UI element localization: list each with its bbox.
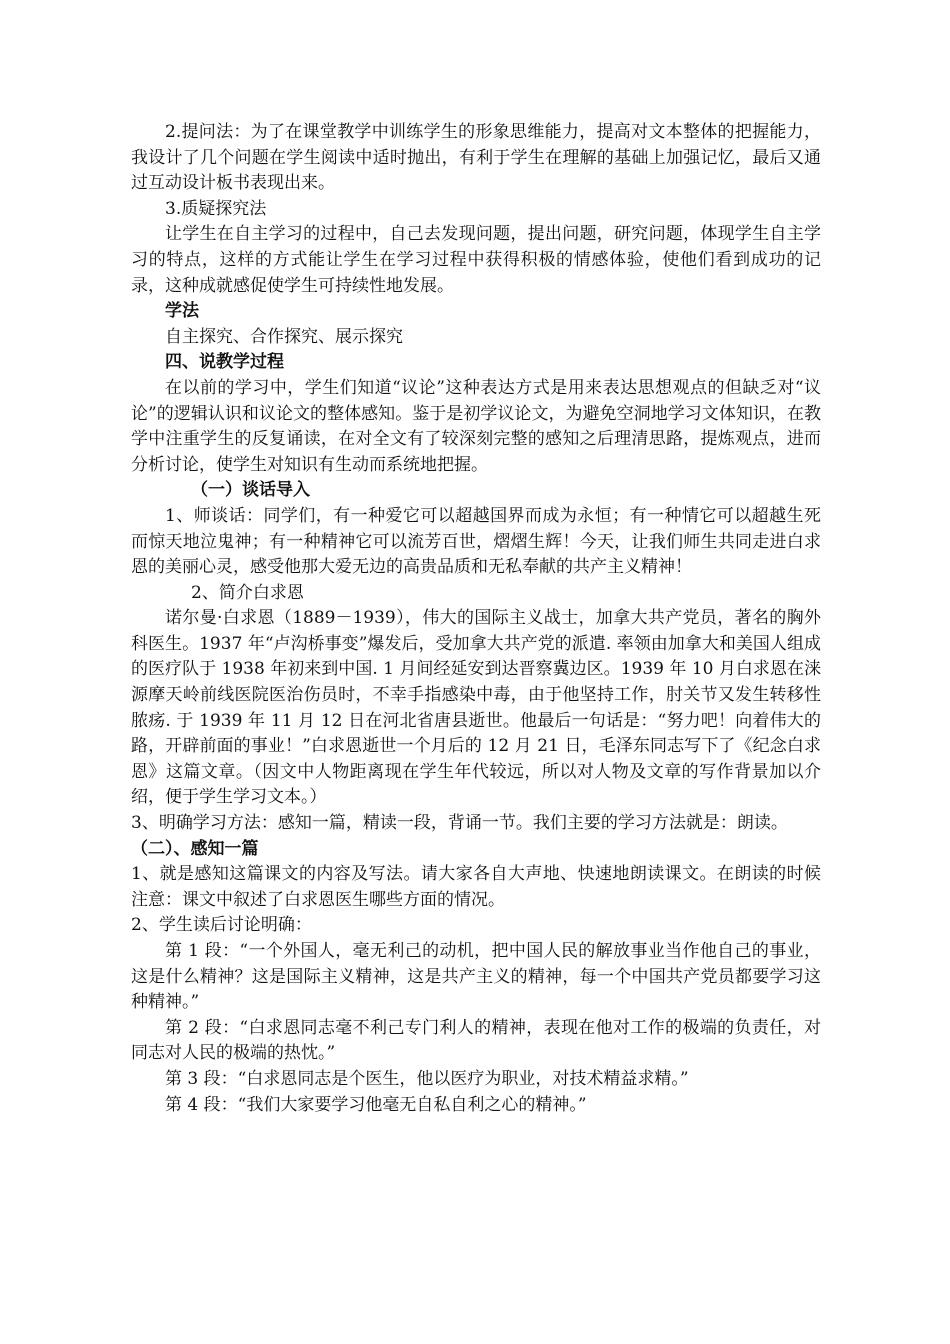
paragraph: 2、学生读后讨论明确： [131,915,312,936]
paragraph: 1、就是感知这篇课文的内容及写法。请大家各自大声地、快速地朗读课文。在朗读的时候注意：课文中叙述了白求恩医生哪些方面的情况。 [131,864,821,910]
paragraph: 3.质疑探究法 [165,198,267,219]
paragraph: 在以前的学习中，学生们知道“议论”这种表达方式是用来表达思想观点的但缺乏对“议论”的逻辑认识和议论文的整体感知。鉴于是初学议论文，为避免空洞地学习文体知识，在教学中注重学生的反复诵读，在对全文有了较深刻完整的感知之后理清思路，提炼观点，进而分析讨论，使学生对知识有生动而系统地把握。 [131,377,821,475]
paragraph: 诺尔曼·白求恩（1889－1939），伟大的国际主义战士，加拿大共产党员，著名的胸外科医生。1937 年“卢沟桥事变”爆发后，受加拿大共产党的派遣. 率领由加拿大和美国人组成的医疗队于 1938 年初来到中国. 1 月间经延安到达晋察冀边区。1939 年 10 月白求恩在涞源摩天岭前线医院医治伤员时，不幸手指感染中毒，由于他坚持工作，肘关节又发生转移性脓疡. 于 1939 年 11 月 12 日在河北省唐县逝世。他最后一句话是：“努力吧！向着伟大的路，开辟前面的事业！”白求恩逝世一个月后的 12 月 21 日，毛泽东同志写下了《纪念白求恩》这篇文章。（因文中人物距离现在学生年代较远，所以对人物及文章的写作背景加以介绍，便于学生学习文本。） [131,608,821,808]
paragraph: 2.提问法：为了在课堂教学中训练学生的形象思维能力，提高对文本整体的把握能力，我设计了几个问题在学生阅读中适时抛出，有利于学生在理解的基础上加强记忆，最后又通过互动设计板书表现出来。 [131,122,821,194]
paragraph: 让学生在自主学习的过程中，自己去发现问题，提出问题，研究问题，体现学生自主学习的特点，这样的方式能让学生在学习过程中获得积极的情感体验，使他们看到成功的记录，这种成就感促使学生可持续性地发展。 [131,224,821,296]
subheading: 2、简介白求恩 [191,582,304,603]
quote-paragraph: 第 2 段：“白求恩同志毫不利己专门利人的精神，表现在他对工作的极端的负责任，对同志对人民的极端的热忱。” [131,1017,821,1064]
subheading: （二）、感知一篇 [131,838,259,859]
paragraph: 1、师谈话：同学们，有一种爱它可以超越国界而成为永恒；有一种情它可以超越生死而惊天地泣鬼神；有一种精神它可以流芳百世，熠熠生辉！今天，让我们师生共同走进白求恩的美丽心灵，感受他那大爱无边的高贵品质和无私奉献的共产主义精神！ [131,505,821,578]
quote-paragraph: 第 3 段：“白求恩同志是个医生，他以医疗为职业，对技术精益求精。” [165,1068,689,1089]
paragraph: 3、明确学习方法：感知一篇，精读一段，背诵一节。我们主要的学习方法就是：朗读。 [131,813,788,834]
quote-paragraph: 第 4 段：“我们大家要学习他毫无自私自利之心的精神。” [165,1094,587,1115]
subheading: （一）谈话导入 [191,480,310,501]
heading: 学法 [165,301,199,322]
quote-paragraph: 第 1 段：“一个外国人，毫无利己的动机，把中国人民的解放事业当作他自己的事业，这是什么精神？这是国际主义精神，这是共产主义的精神，每一个中国共产党员都要学习这种精神。” [131,941,821,1013]
heading: 四、说教学过程 [165,352,284,373]
document-page [131,120,821,1118]
paragraph: 自主探究、合作探究、展示探究 [165,326,403,347]
